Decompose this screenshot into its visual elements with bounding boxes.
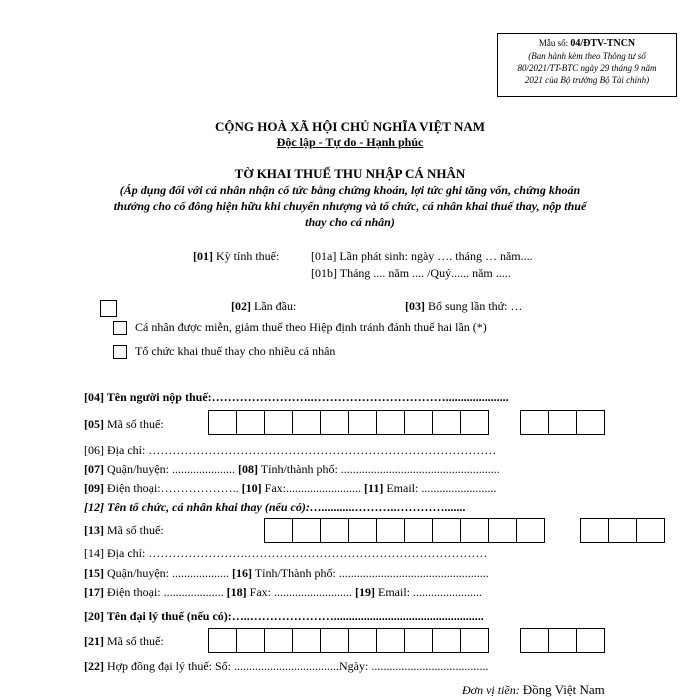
agent-org-address-field[interactable]: [14] Địa chỉ: …………………….…………………………………………………… <box>84 546 488 560</box>
f11-code: [11] <box>364 481 384 495</box>
period-code: [01] <box>193 249 213 263</box>
tax-agent-tax-code-label <box>84 634 164 649</box>
tax-code-cell[interactable] <box>520 410 549 435</box>
tax-code-cell[interactable] <box>432 410 461 435</box>
tax-code-cell[interactable] <box>460 410 489 435</box>
f13-text: Mã số thuế: <box>107 523 164 537</box>
exemption-checkbox[interactable] <box>113 321 127 335</box>
first-time-text: Lần đầu: <box>254 299 297 313</box>
first-time-label <box>231 299 296 314</box>
subtitle-line3: thay cho cá nhân) <box>305 215 395 229</box>
agent-org-district-row[interactable] <box>84 566 489 581</box>
f21-code: [21] <box>84 634 104 648</box>
organization-checkbox[interactable] <box>113 345 127 359</box>
f05-text: Mã số thuế: <box>107 417 164 431</box>
tax-code-cell[interactable] <box>608 518 637 543</box>
tax-code-cell[interactable] <box>208 410 237 435</box>
tax-code-cell[interactable] <box>460 628 489 653</box>
f21-text: Mã số thuế: <box>107 634 164 648</box>
f18-code: [18] <box>226 585 247 599</box>
tax-code-cell[interactable] <box>580 518 609 543</box>
f15-code: [15] <box>84 566 104 580</box>
taxpayer-tax-code-cells[interactable] <box>208 410 489 435</box>
tax-code-cell[interactable] <box>236 628 265 653</box>
agent-org-tax-code-label <box>84 523 164 538</box>
agent-org-tax-code-cells[interactable] <box>264 518 545 543</box>
tax-code-cell[interactable] <box>432 518 461 543</box>
tax-code-cell[interactable] <box>264 518 293 543</box>
f13-code: [13] <box>84 523 104 537</box>
form-issue-line2: 80/2021/TT-BTC ngày 29 tháng 9 năm <box>517 63 657 73</box>
tax-code-cell[interactable] <box>488 518 517 543</box>
tax-agent-tax-code-suffix-cells[interactable] <box>520 628 605 653</box>
tax-code-cell[interactable] <box>320 628 349 653</box>
taxpayer-address-field[interactable]: [06] Địa chỉ: …………………………………………………………………………… <box>84 443 497 457</box>
period-line-b[interactable]: [01b] Tháng .... năm .... /Quý...... năm ..... <box>311 266 511 280</box>
period-label <box>193 249 279 264</box>
supplement-text: Bổ sung lần thứ: … <box>428 299 523 313</box>
period-text: Kỳ tính thuế: <box>216 249 280 263</box>
supplement-code: [03] <box>405 299 425 313</box>
taxpayer-name-field[interactable]: [04] Tên người nộp thuế:……………………..……………………………..................... <box>84 390 509 404</box>
tax-code-cell[interactable] <box>320 518 349 543</box>
f19-text: Email: ....................... <box>378 585 482 599</box>
tax-code-cell[interactable] <box>404 410 433 435</box>
motto-text: Độc lập - Tự do - Hạnh phúc <box>276 135 424 149</box>
first-time-checkbox[interactable] <box>100 300 117 317</box>
tax-code-cell[interactable] <box>264 410 293 435</box>
tax-code-cell[interactable] <box>376 410 405 435</box>
f09-text: Điện thoại:……………….. <box>107 481 239 495</box>
f17-text: Điện thoại: .................... <box>107 585 227 599</box>
organization-label: Tổ chức khai thuế thay cho nhiều cá nhân <box>135 344 336 358</box>
currency-value: Đồng Việt Nam <box>522 682 605 697</box>
tax-code-cell[interactable] <box>404 518 433 543</box>
tax-code-cell[interactable] <box>516 518 545 543</box>
form-issue-line1: (Ban hành kèm theo Thông tư số <box>528 51 646 61</box>
tax-agent-contract-row[interactable] <box>84 659 488 674</box>
tax-code-cell[interactable] <box>292 410 321 435</box>
agent-org-name-field[interactable]: [12] Tên tổ chức, cá nhân khai thay (nếu có):…...........………..…………....... <box>84 500 466 514</box>
exemption-label: Cá nhân được miễn, giảm thuế theo Hiệp định tránh đánh thuế hai lần (*) <box>135 320 487 334</box>
tax-code-cell[interactable] <box>576 410 605 435</box>
f10-text: Fax:......................... <box>264 481 361 495</box>
tax-code-cell[interactable] <box>292 628 321 653</box>
f11-text: Email: ......................... <box>386 481 497 495</box>
nation-title: CỘNG HOÀ XÃ HỘI CHỦ NGHĨA VIỆT NAM <box>214 119 486 134</box>
form-code <box>498 37 676 50</box>
taxpayer-tax-code-suffix-cells[interactable] <box>520 410 605 435</box>
tax-code-cell[interactable] <box>208 628 237 653</box>
f08-text: Tỉnh/thành phố: ..................................................... <box>260 462 500 476</box>
f05-code: [05] <box>84 417 104 431</box>
tax-code-cell[interactable] <box>548 628 577 653</box>
tax-code-cell[interactable] <box>376 518 405 543</box>
f19-code: [19] <box>355 585 375 599</box>
f18-text: Fax: .......................... <box>249 585 355 599</box>
subtitle-line2: thưởng cho cổ đông hiện hữu khi chuyển nhượng và tổ chức, cá nhân khai thuế thay, nộp thuế <box>113 199 587 213</box>
tax-agent-tax-code-cells[interactable] <box>208 628 489 653</box>
taxpayer-contact-row[interactable] <box>84 481 496 496</box>
form-code-prefix: Mẫu số: <box>538 38 569 48</box>
tax-code-cell[interactable] <box>576 628 605 653</box>
tax-code-cell[interactable] <box>264 628 293 653</box>
form-issue-line3: 2021 của Bộ trưởng Bộ Tài chính) <box>524 75 650 85</box>
tax-code-cell[interactable] <box>348 410 377 435</box>
f17-code: [17] <box>84 585 104 599</box>
tax-code-cell[interactable] <box>520 628 549 653</box>
tax-code-cell[interactable] <box>460 518 489 543</box>
tax-code-cell[interactable] <box>292 518 321 543</box>
f16-code: [16] <box>232 566 252 580</box>
f10-code: [10] <box>241 481 262 495</box>
tax-code-cell[interactable] <box>320 410 349 435</box>
motto <box>0 135 700 150</box>
period-line-a[interactable]: [01a] Lần phát sinh: ngày …. tháng … năm.... <box>311 249 533 263</box>
agent-org-tax-code-suffix-cells[interactable] <box>580 518 665 543</box>
tax-code-cell[interactable] <box>548 410 577 435</box>
tax-code-cell[interactable] <box>236 410 265 435</box>
tax-code-cell[interactable] <box>432 628 461 653</box>
tax-code-cell[interactable] <box>636 518 665 543</box>
f09-code: [09] <box>84 481 104 495</box>
document-title: TỜ KHAI THUẾ THU NHẬP CÁ NHÂN <box>234 166 466 181</box>
first-time-code: [02] <box>231 299 251 313</box>
tax-code-cell[interactable] <box>348 628 377 653</box>
tax-code-cell[interactable] <box>348 518 377 543</box>
subtitle-line1: (Áp dụng đối với cá nhân nhận cổ tức bằng chứng khoán, lợi tức ghi tăng vốn, chứng khoán <box>119 183 581 197</box>
f15-text: Quận/huyện: ................... <box>107 566 232 580</box>
f22-code: [22] <box>84 659 104 673</box>
tax-code-cell[interactable] <box>404 628 433 653</box>
taxpayer-district-row[interactable] <box>84 462 500 477</box>
form-code-box <box>497 33 677 97</box>
supplement-label[interactable] <box>405 299 523 314</box>
f16-text: Tỉnh/Thành phố: .................................................. <box>254 566 489 580</box>
currency-unit <box>462 682 605 698</box>
f07-text: Quận/huyện: ..................... <box>107 462 238 476</box>
currency-label: Đơn vị tiền: <box>462 683 520 697</box>
f08-code: [08] <box>238 462 258 476</box>
f22-text: Hợp đồng đại lý thuế: Số: ...................................Ngày: ....................................... <box>107 659 489 673</box>
tax-code-cell[interactable] <box>376 628 405 653</box>
tax-agent-name-field[interactable]: [20] Tên đại lý thuế (nếu có):…..………………….................................................. <box>84 609 484 623</box>
form-code-value: 04/ĐTV-TNCN <box>570 38 636 49</box>
f07-code: [07] <box>84 462 104 476</box>
agent-org-contact-row[interactable] <box>84 585 482 600</box>
taxpayer-tax-code-label <box>84 417 164 432</box>
